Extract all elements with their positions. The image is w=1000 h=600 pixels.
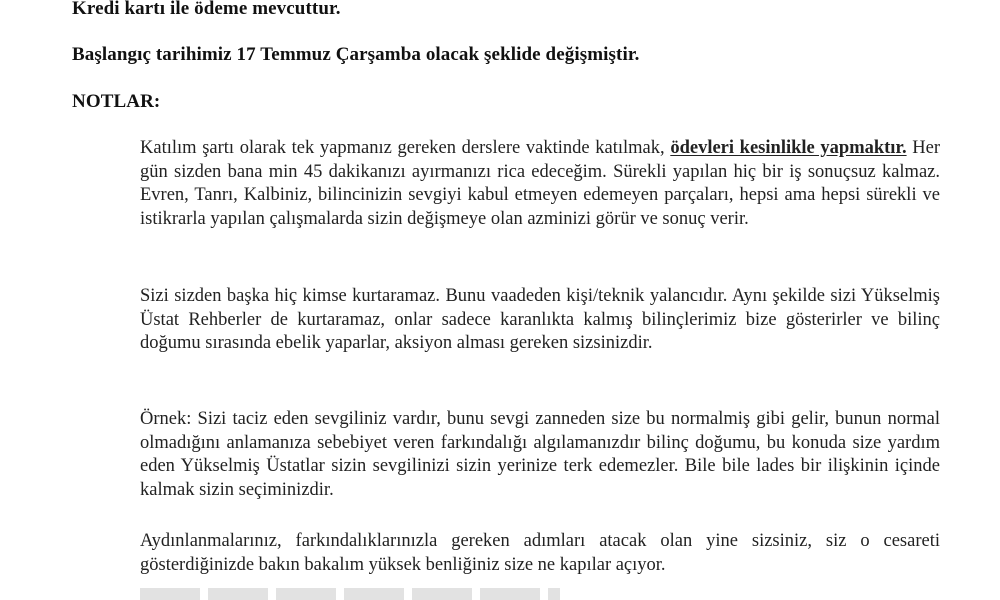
paragraph-participation xyxy=(140,137,940,231)
payment-note: Kredi kartı ile ödeme mevcuttur. xyxy=(72,0,341,19)
cropped-text-line xyxy=(140,588,560,600)
paragraph-example: Örnek: Sizi taciz eden sevgiliniz vardır, bunu sevgi zanneden size bu normalmiş gibi gelir, bunun normal olmadığını anlamanıza sebebiyet veren farkındalığı algılamanızdır bilinç doğumu, bu konuda size yardım eden Yükselmiş Üstatlar sizin sevgilinizi sizin yerinize terk edemezler. Bile bile lades bir ilişkinin içinde kalmak sizin seçiminizdir. xyxy=(140,409,940,500)
paragraph-participation-rest: Her gün sizden bana min 45 dakikanızı ayırmanızı rica edeceğim. Sürekli yapılan hiç bir iş sonuçsuz kalmaz. Evren, Tanrı, Kalbiniz, bilincinizin sevgiyi kabul etmeyen edemeyen parçaları, hepsi ama hepsi sürekli ve istikrarla yapılan çalışmalarda sizin değişmeye olan azminizi görür ve sonuç verir. xyxy=(140,138,940,229)
homework-emphasis: ödevleri kesinlikle yapmaktır. xyxy=(670,138,907,158)
paragraph-enlightenment: Aydınlanmalarınız, farkındalıklarınızla gereken adımları atacak olan yine sizsiniz, siz o cesareti gösterdiğinizde bakın bakalım yüksek benliğiniz size ne kapılar açıyor. xyxy=(140,531,940,575)
start-date-note: Başlangıç tarihimiz 17 Temmuz Çarşamba olacak şeklide değişmiştir. xyxy=(72,44,640,65)
notes-heading: NOTLAR: xyxy=(72,91,161,112)
paragraph-self-rescue: Sizi sizden başka hiç kimse kurtaramaz. Bunu vaadeden kişi/teknik yalancıdır. Aynı şekilde sizi Yükselmiş Üstat Rehberler de kurtaramaz, onlar sadece karanlıkta kalmış bilinçlerimiz bize gösterirler ve bilinç doğumu sırasında ebelik yaparlar, aksiyon alması gereken sizsinizdir. xyxy=(140,286,940,353)
paragraph-participation-lead: Katılım şartı olarak tek yapmanız gereken derslere vaktinde katılmak, xyxy=(140,138,671,158)
